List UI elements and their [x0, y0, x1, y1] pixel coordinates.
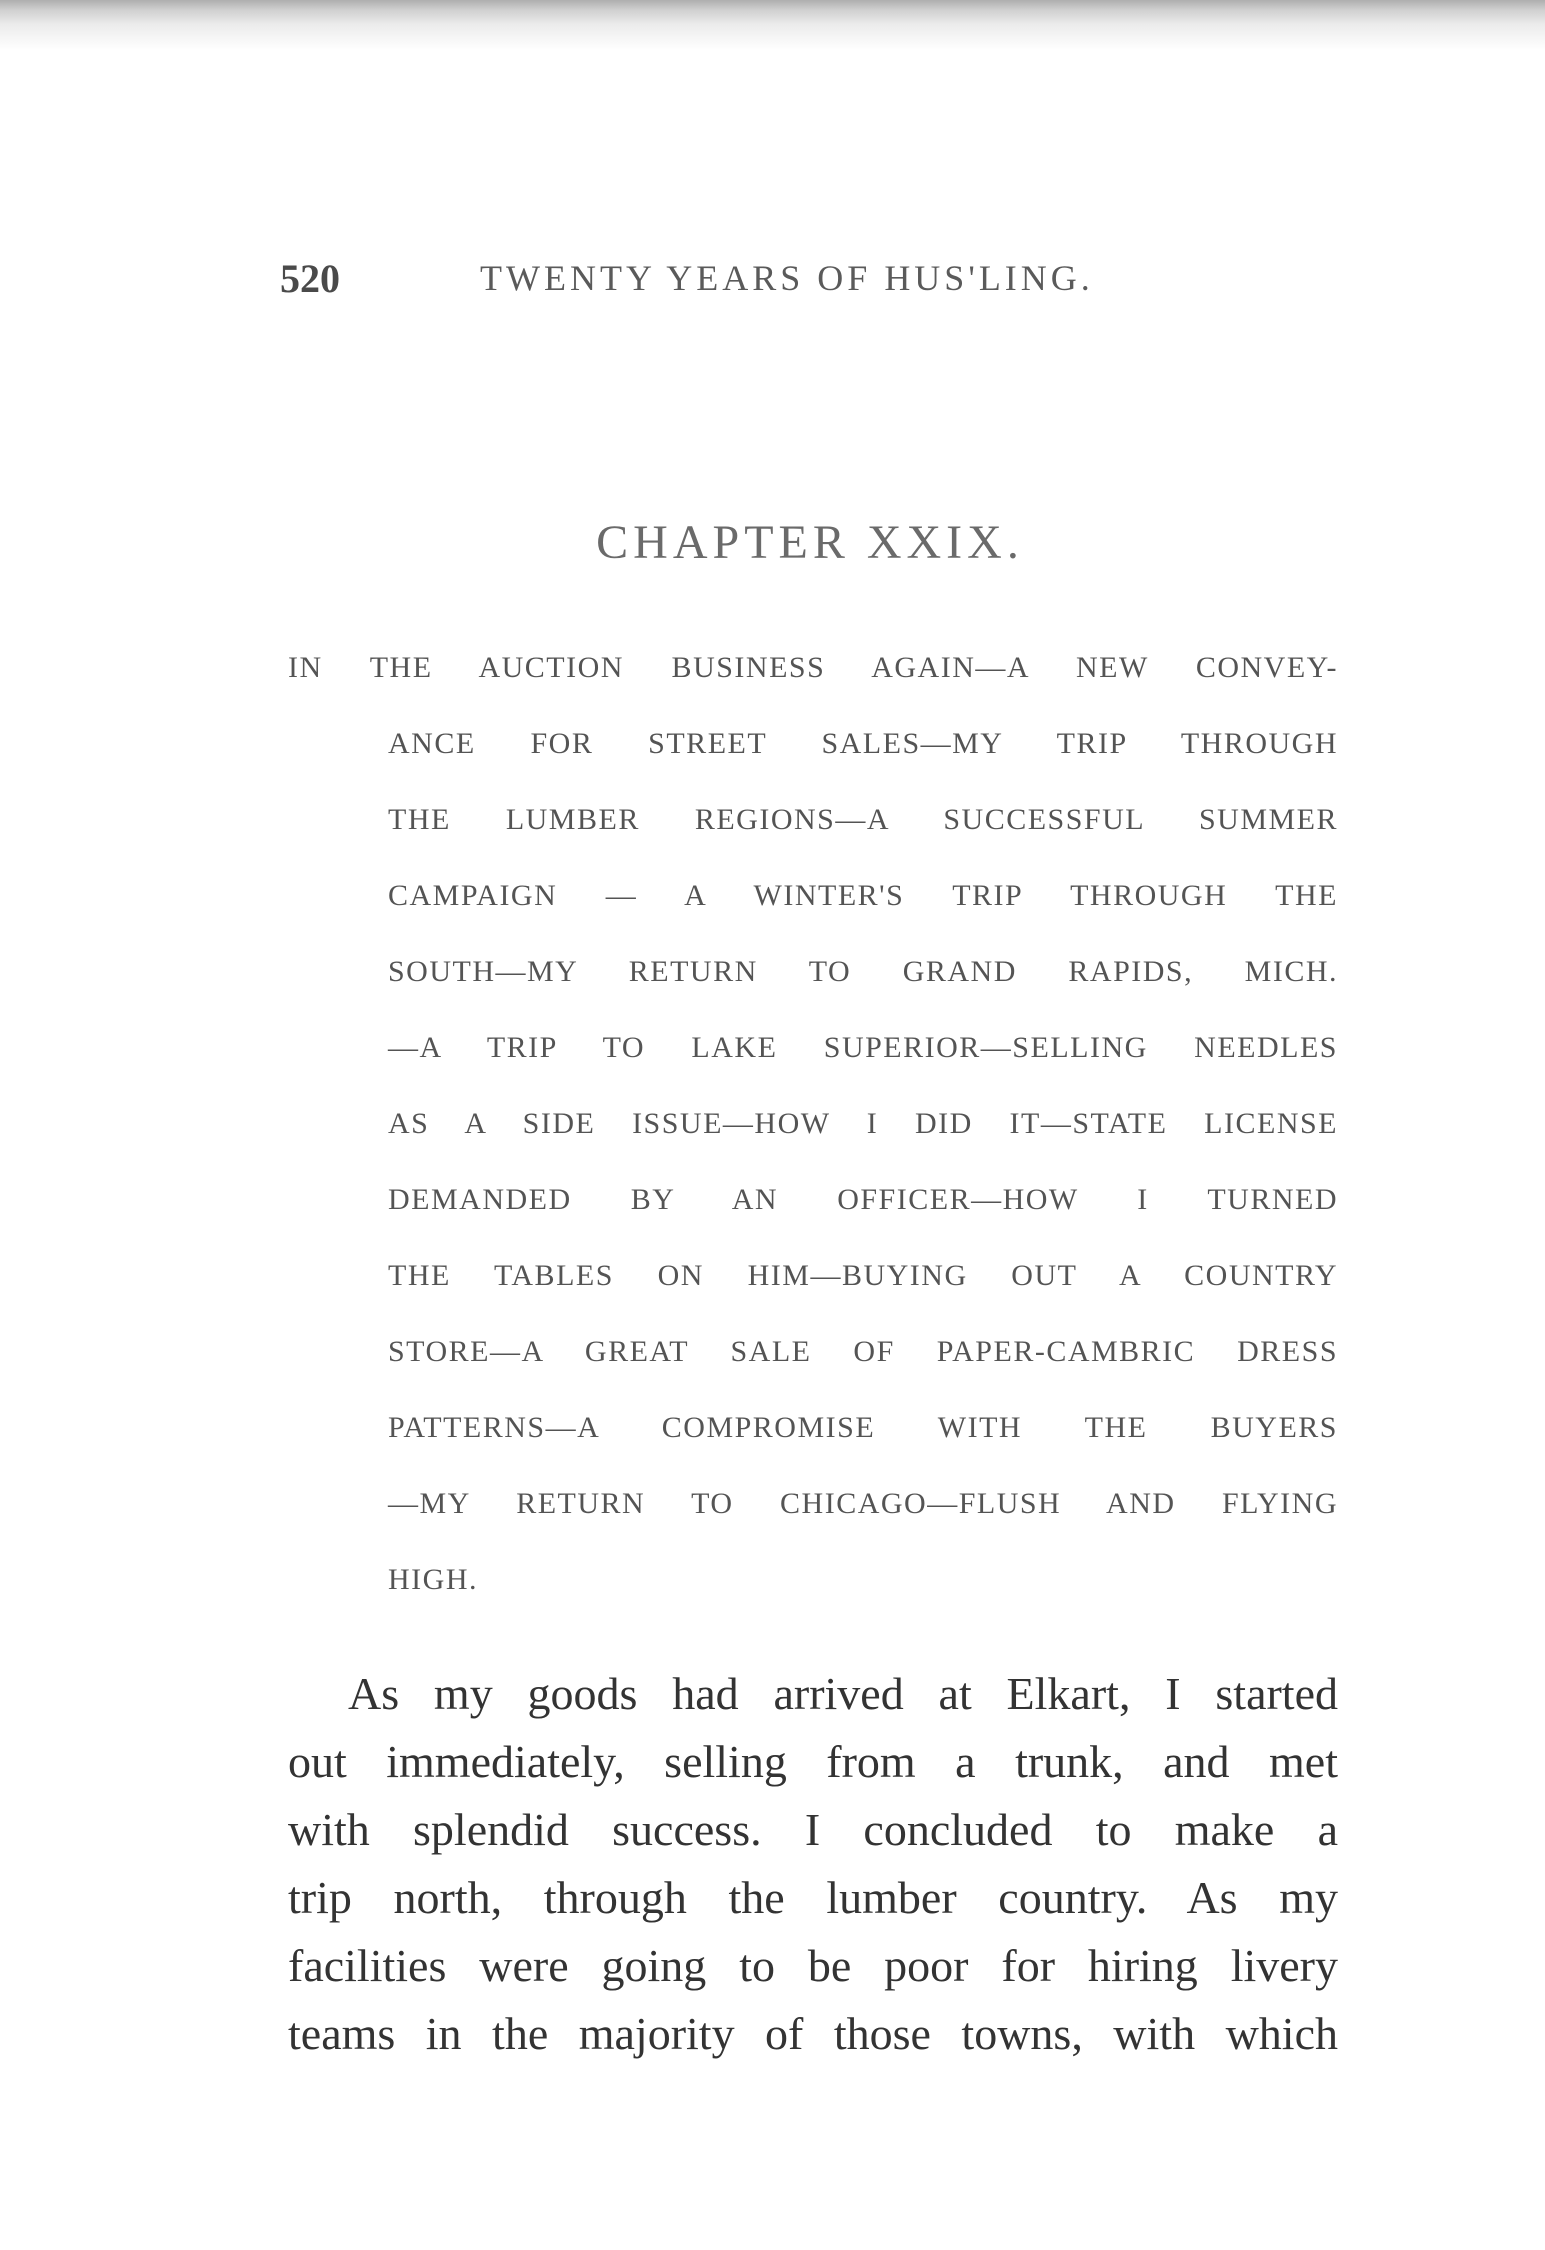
running-head [280, 248, 1340, 308]
synopsis-line: —MY RETURN TO CHICAGO—FLUSH AND FLYING [388, 1487, 1338, 1520]
synopsis-line: ANCE FOR STREET SALES—MY TRIP THROUGH [388, 727, 1338, 760]
chapter-title: CHAPTER XXIX. [596, 516, 1024, 569]
body-line: with splendid success. I concluded to make a [288, 1804, 1338, 1855]
body-line: facilities were going to be poor for hiring livery [288, 1940, 1338, 1991]
running-title: TWENTY YEARS OF HUS'LING. [480, 258, 1094, 298]
synopsis-line: PATTERNS—A COMPROMISE WITH THE BUYERS [388, 1411, 1338, 1444]
body-line: trip north, through the lumber country. As my [288, 1872, 1338, 1923]
synopsis-line: THE LUMBER REGIONS—A SUCCESSFUL SUMMER [388, 803, 1338, 836]
body-line: teams in the majority of those towns, with which [288, 2008, 1338, 2059]
scanned-page-top-edge [0, 0, 1545, 50]
chapter-synopsis [288, 630, 1338, 1618]
synopsis-line: DEMANDED BY AN OFFICER—HOW I TURNED [388, 1183, 1338, 1216]
body-paragraph [288, 1660, 1338, 2068]
synopsis-line: AS A SIDE ISSUE—HOW I DID IT—STATE LICENSE [388, 1107, 1338, 1140]
body-line: out immediately, selling from a trunk, and met [288, 1736, 1338, 1787]
synopsis-line: IN THE AUCTION BUSINESS AGAIN—A NEW CONVEY- [288, 651, 1338, 684]
synopsis-line: HIGH. [388, 1563, 478, 1596]
synopsis-line: —A TRIP TO LAKE SUPERIOR—SELLING NEEDLES [388, 1031, 1338, 1064]
page-number: 520 [280, 255, 340, 301]
body-line: As my goods had arrived at Elkart, I started [348, 1668, 1338, 1719]
synopsis-line: STORE—A GREAT SALE OF PAPER-CAMBRIC DRESS [388, 1335, 1338, 1368]
synopsis-line: SOUTH—MY RETURN TO GRAND RAPIDS, MICH. [388, 955, 1338, 988]
synopsis-line: CAMPAIGN — A WINTER'S TRIP THROUGH THE [388, 879, 1338, 912]
synopsis-line: THE TABLES ON HIM—BUYING OUT A COUNTRY [388, 1259, 1338, 1292]
